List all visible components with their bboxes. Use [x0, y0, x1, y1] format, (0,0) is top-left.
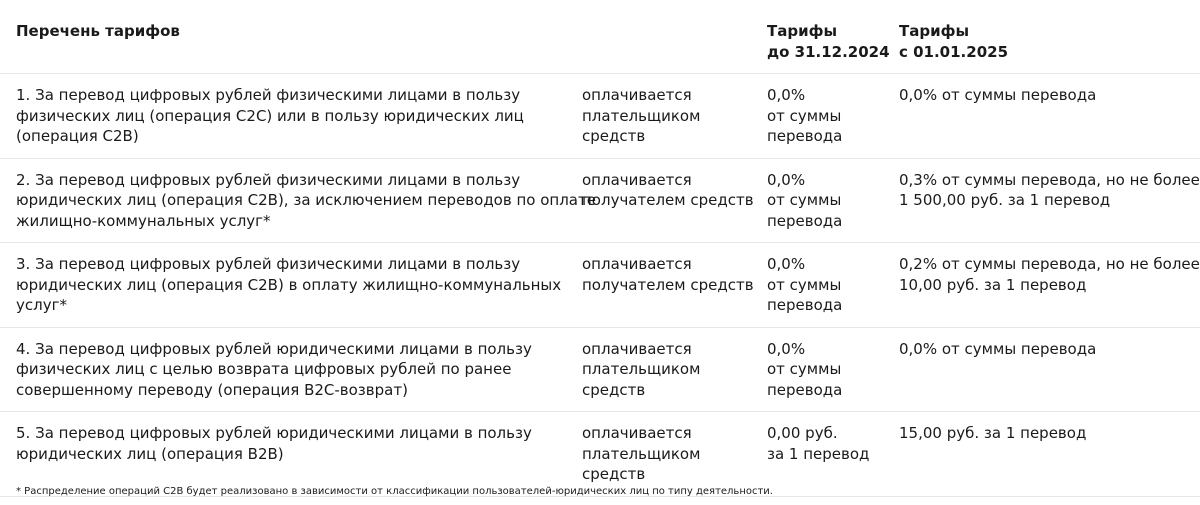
row-payer: оплачивается получателем средств [567, 243, 751, 328]
row-description: 3. За перевод цифровых рублей физическими лицами в пользу юридических лиц (операция С2В) в оплату жилищно-коммунальных услуг* [0, 243, 567, 328]
row-tariff-old: 0,0% от суммы перевода [751, 74, 883, 159]
header-payer [567, 10, 751, 74]
row-description: 5. За перевод цифровых рублей юридическими лицами в пользу юридических лиц (операция В2В) [0, 412, 567, 497]
table-row [0, 327, 1200, 412]
row-payer: оплачивается плательщиком средств [567, 74, 751, 159]
row-tariff-new: 0,2% от суммы перевода, но не более 10,00 руб. за 1 перевод [883, 243, 1200, 328]
table-row [0, 158, 1200, 243]
footnote: * Распределение операций С2В будет реализовано в зависимости от классификации пользователей-юридических лиц по типу деятельности. [16, 486, 773, 497]
header-list-title: Перечень тарифов [16, 22, 180, 40]
header-tariffs-old: Тарифы до 31.12.2024 [767, 22, 890, 61]
table-row [0, 412, 1200, 497]
table-row [0, 74, 1200, 159]
row-tariff-old: 0,0% от суммы перевода [751, 327, 883, 412]
tariffs-table [0, 10, 1200, 497]
row-tariff-new: 0,3% от суммы перевода, но не более 1 500,00 руб. за 1 перевод [883, 158, 1200, 243]
row-tariff-old: 0,0% от суммы перевода [751, 158, 883, 243]
row-tariff-old: 0,0% от суммы перевода [751, 243, 883, 328]
row-tariff-old: 0,00 руб. за 1 перевод [751, 412, 883, 497]
row-tariff-new: 0,0% от суммы перевода [883, 74, 1200, 159]
row-payer: оплачивается плательщиком средств [567, 412, 751, 497]
row-description: 1. За перевод цифровых рублей физическими лицами в пользу физических лиц (операция С2С) или в пользу юридических лиц (операция С2В) [0, 74, 567, 159]
header-tariffs-new: Тарифы с 01.01.2025 [899, 22, 1009, 61]
table-header-row [0, 10, 1200, 74]
row-payer: оплачивается плательщиком средств [567, 327, 751, 412]
table-row [0, 243, 1200, 328]
row-description: 4. За перевод цифровых рублей юридическими лицами в пользу физических лиц с целью возврата цифровых рублей по ранее совершенному переводу (операция В2С-возврат) [0, 327, 567, 412]
row-tariff-new: 15,00 руб. за 1 перевод [883, 412, 1200, 497]
row-payer: оплачивается получателем средств [567, 158, 751, 243]
row-tariff-new: 0,0% от суммы перевода [883, 327, 1200, 412]
row-description: 2. За перевод цифровых рублей физическими лицами в пользу юридических лиц (операция С2В), за исключением переводов по оплате жилищно-коммунальных услуг* [0, 158, 567, 243]
